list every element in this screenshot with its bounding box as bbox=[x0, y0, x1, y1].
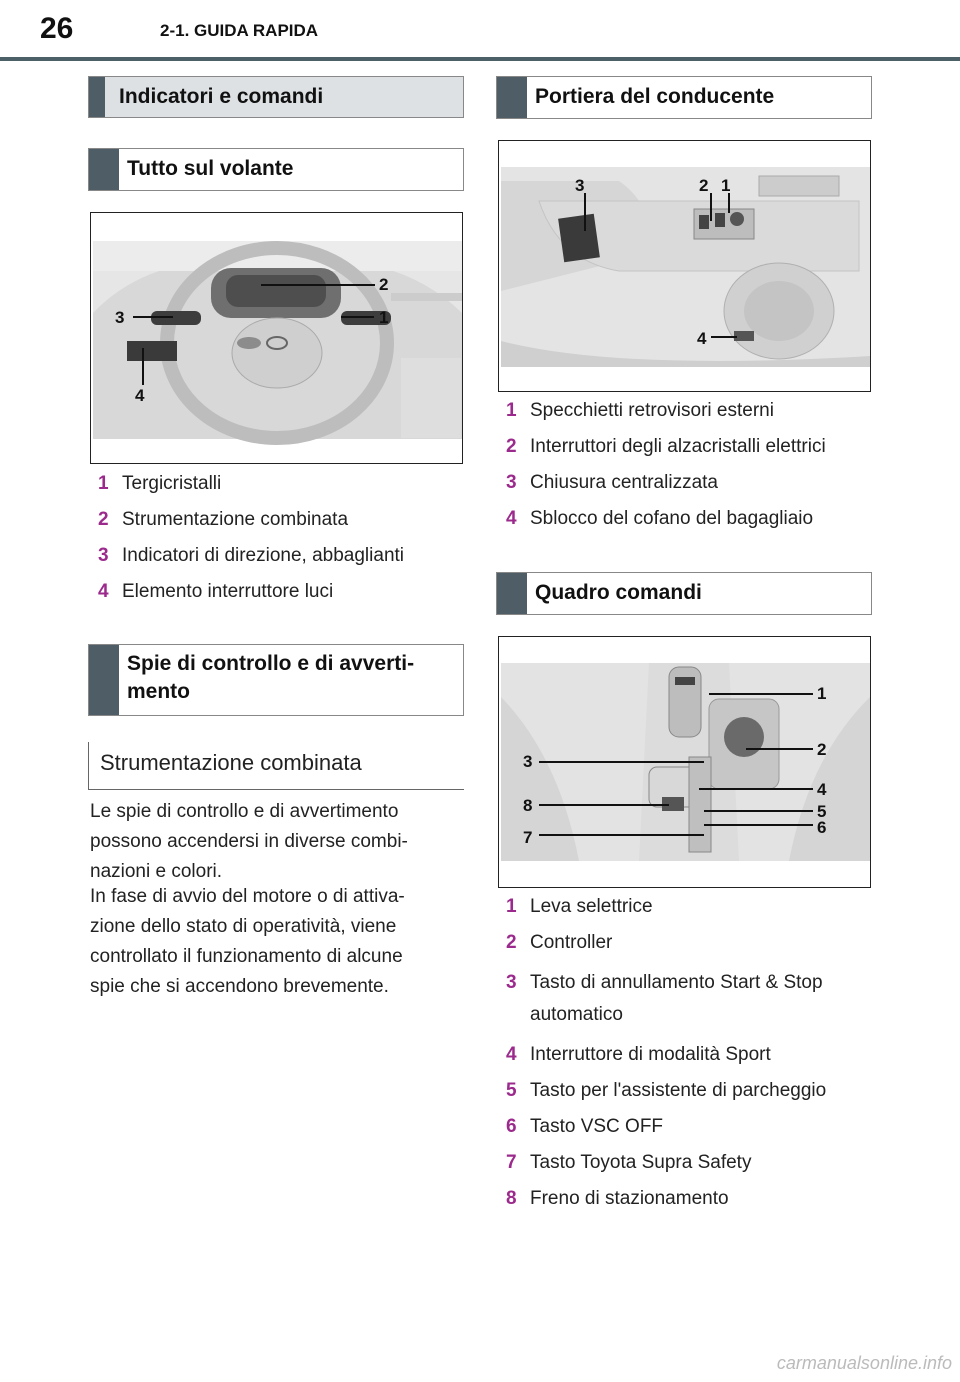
callout-8: 8 bbox=[523, 796, 533, 815]
list-item: 4 Elemento interruttore luci bbox=[98, 581, 334, 602]
callout-2: 2 bbox=[379, 275, 389, 294]
section-title: 2-1. GUIDA RAPIDA bbox=[160, 21, 319, 40]
list-item: 1 Tergicristalli bbox=[98, 473, 222, 494]
callout-7: 7 bbox=[523, 828, 533, 847]
callout-3: 3 bbox=[115, 308, 125, 327]
list-item: 7 Tasto Toyota Supra Safety bbox=[506, 1152, 752, 1173]
list-item: 2 Controller bbox=[506, 932, 613, 953]
paragraph-1: Le spie di controllo e di avvertimento possono accendersi in diverse combi- nazioni e colori. bbox=[90, 801, 408, 882]
steering-wheel-figure bbox=[90, 212, 463, 464]
callout-4: 4 bbox=[817, 780, 827, 799]
subhead-left-rule bbox=[88, 742, 89, 790]
callout-1: 1 bbox=[721, 176, 731, 195]
list-item: 3 Tasto di annullamento Start & Stop automatico bbox=[506, 972, 823, 1025]
page-number: 26 bbox=[40, 12, 74, 45]
callout-4: 4 bbox=[697, 329, 707, 348]
door-heading-text: Portiera del conducente bbox=[535, 85, 775, 108]
list-item: 4 Interruttore di modalità Sport bbox=[506, 1044, 771, 1065]
list-item: 4 Sblocco del cofano del bagagliaio bbox=[506, 508, 814, 529]
heading-tab bbox=[497, 77, 527, 118]
list-item: 8 Freno di stazionamento bbox=[506, 1188, 729, 1209]
watermark: carmanualsonline.info bbox=[776, 1353, 952, 1373]
callout-1: 1 bbox=[817, 684, 827, 703]
heading-tab bbox=[89, 77, 105, 117]
cluster-subhead: Strumentazione combinata bbox=[100, 750, 362, 775]
callout-6: 6 bbox=[817, 818, 827, 837]
steering-legend bbox=[88, 472, 464, 616]
list-item: 1 Leva selettrice bbox=[506, 896, 653, 917]
heading-tab bbox=[89, 645, 119, 715]
callout-4: 4 bbox=[135, 386, 145, 405]
warning-heading-text: Spie di controllo e di avverti- mento bbox=[127, 652, 415, 703]
steering-heading bbox=[88, 148, 464, 191]
list-item: 2 Strumentazione combinata bbox=[98, 509, 349, 530]
header-rule bbox=[0, 57, 960, 61]
door-figure bbox=[498, 140, 871, 392]
console-legend bbox=[496, 895, 872, 1223]
main-heading bbox=[88, 76, 464, 118]
heading-tab bbox=[497, 573, 527, 614]
callout-1: 1 bbox=[379, 308, 389, 327]
callout-3: 3 bbox=[575, 176, 585, 195]
door-legend bbox=[496, 399, 872, 543]
page-header bbox=[0, 0, 960, 62]
list-item: 5 Tasto per l'assistente di parcheggio bbox=[506, 1080, 827, 1101]
list-item: 2 Interruttori degli alzacristalli elettrici bbox=[506, 436, 826, 457]
paragraph-2: In fase di avvio del motore o di attiva- zione dello stato di operatività, viene controllato il funzionamento di alcune spie che si accendono brevemente. bbox=[90, 886, 405, 997]
list-item: 1 Specchietti retrovisori esterni bbox=[506, 400, 774, 421]
door-illustration bbox=[499, 141, 872, 393]
door-heading bbox=[496, 76, 872, 119]
list-item: 3 Chiusura centralizzata bbox=[506, 472, 718, 493]
steering-wheel-illustration bbox=[91, 213, 464, 465]
console-heading-text: Quadro comandi bbox=[535, 581, 702, 604]
console-figure bbox=[498, 636, 871, 888]
list-item: 3 Indicatori di direzione, abbaglianti bbox=[98, 545, 405, 566]
main-heading-text: Indicatori e comandi bbox=[119, 85, 324, 108]
callout-2: 2 bbox=[817, 740, 827, 759]
heading-tab bbox=[89, 149, 119, 190]
list-item: 6 Tasto VSC OFF bbox=[506, 1116, 664, 1137]
callout-3: 3 bbox=[523, 752, 533, 771]
warning-heading bbox=[88, 644, 464, 716]
console-illustration bbox=[499, 637, 872, 889]
callout-5: 5 bbox=[817, 802, 827, 821]
steering-heading-text: Tutto sul volante bbox=[127, 157, 294, 180]
subhead-rule bbox=[88, 789, 464, 790]
callout-2: 2 bbox=[699, 176, 709, 195]
console-heading bbox=[496, 572, 872, 615]
